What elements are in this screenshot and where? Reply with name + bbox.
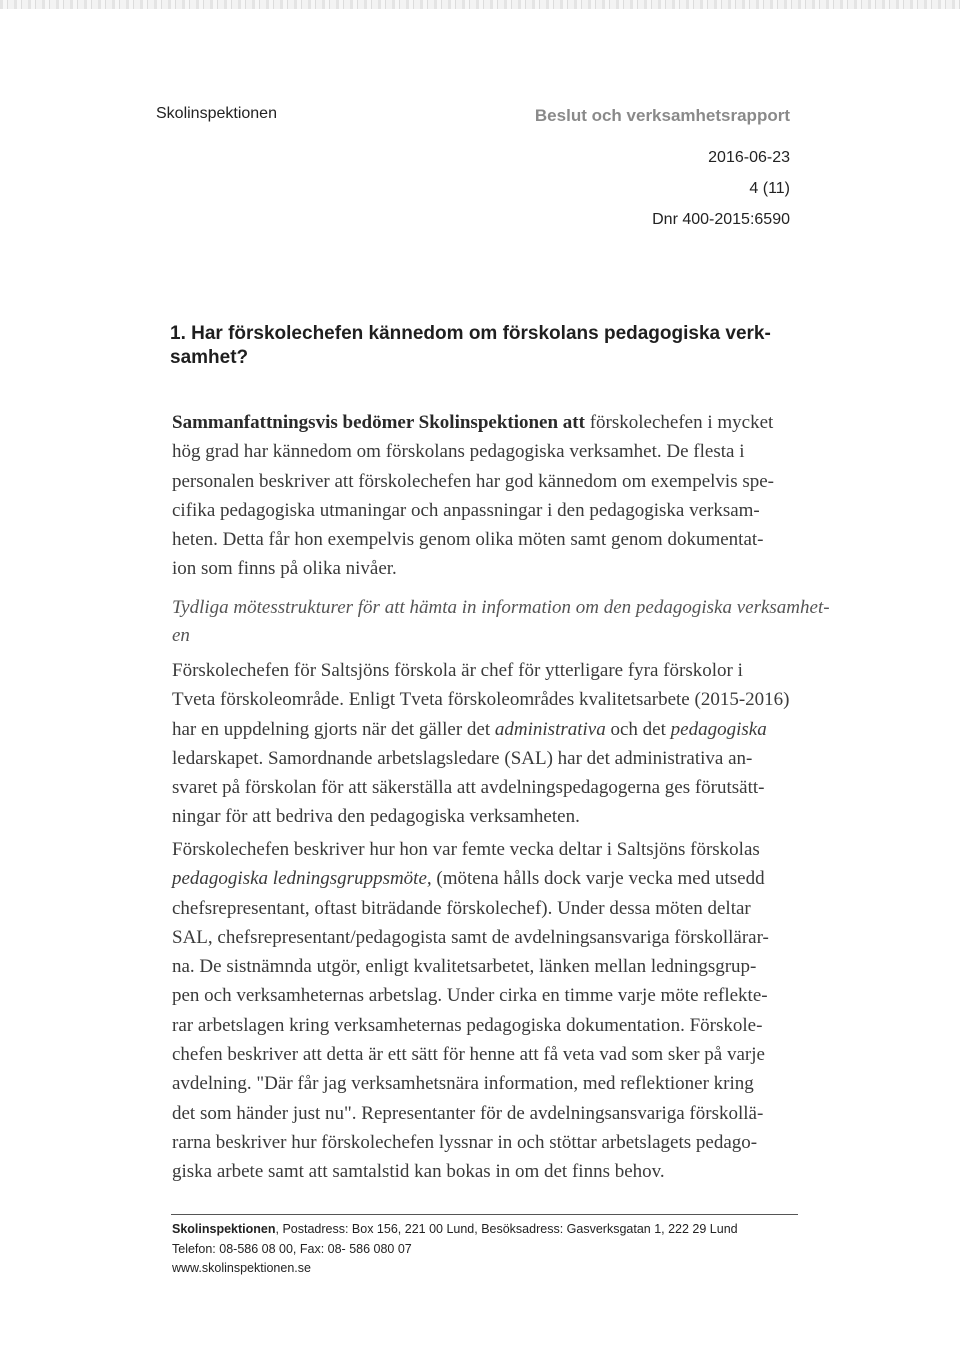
- summary-bold-lead: Sammanfattningsvis bedömer Skolinspektionen att: [172, 412, 585, 433]
- paragraph-line: [172, 715, 800, 744]
- summary-line: ion som finns på olika nivåer.: [172, 558, 397, 580]
- footer-divider: [171, 1214, 798, 1215]
- summary-line: [172, 408, 800, 437]
- footer-address-line: [172, 1220, 812, 1240]
- subheading: [172, 594, 830, 650]
- header-document-type: Beslut och verksamhetsrapport: [534, 106, 790, 125]
- summary-line: personalen beskriver att förskolechefen har god kännedom om exempelvis spe-: [172, 470, 774, 492]
- paragraph-line: ledarskapet. Samordnande arbetslagsledare (SAL) har det administrativa an-: [172, 747, 753, 769]
- paragraph-line: rar arbetslagen kring verksamheternas pedagogiska dokumentation. Förskole-: [172, 1014, 763, 1036]
- scan-edge-artifact: [0, 0, 960, 9]
- header-page-number: 4 (11): [749, 180, 790, 197]
- summary-line: heten. Detta får hon exempelvis genom olika möten samt genom dokumentat-: [172, 529, 764, 551]
- footer-phone: Telefon: 08-586 08 00, Fax: 08- 586 080 07: [172, 1241, 412, 1256]
- section-heading: [170, 322, 810, 370]
- section-heading-line: 1. Har förskolechefen kännedom om förskolans pedagogiska verk-: [170, 323, 771, 344]
- italic-term-pedagogiska: pedagogiska: [670, 718, 767, 740]
- paragraph-meetings: [172, 835, 800, 1187]
- paragraph-line: svaret på förskolan för att säkerställa att avdelningspedagogerna ges förutsätt-: [172, 777, 765, 799]
- paragraph-line: giska arbete samt att samtalstid kan bokas in om det finns behov.: [172, 1161, 665, 1183]
- paragraph-line: avdelning. "Där får jag verksamhetsnära information, med reflektioner kring: [172, 1073, 754, 1095]
- paragraph-text: (mötena hålls dock varje vecka med utsedd: [431, 868, 765, 890]
- header-dnr: Dnr 400-2015:6590: [652, 211, 790, 228]
- summary-line: cifika pedagogiska utmaningar och anpassningar i den pedagogiska verksam-: [172, 499, 760, 521]
- paragraph-line: rarna beskriver hur förskolechefen lyssnar in och stöttar arbetslagets pedago-: [172, 1131, 758, 1153]
- footer-address: , Postadress: Box 156, 221 00 Lund, Besöksadress: Gasverksgatan 1, 222 29 Lund: [275, 1222, 738, 1236]
- footer-organization: Skolinspektionen: [172, 1222, 276, 1236]
- paragraph-line: SAL, chefsrepresentant/pedagogista samt de avdelningsansvariga förskollärar-: [172, 926, 769, 948]
- section-heading-line: samhet?: [170, 347, 249, 368]
- paragraph-line: na. De sistnämnda utgör, enligt kvalitetsarbetet, länken mellan ledningsgrup-: [172, 956, 757, 978]
- paragraph-line: ningar för att bedriva den pedagogiska verksamheten.: [172, 806, 580, 828]
- summary-line-rest: förskolechefen i mycket: [584, 412, 774, 433]
- subheading-line: en: [172, 625, 190, 646]
- paragraph-line: chefen beskriver att detta är ett sätt för henne att få veta vad som sker på varje: [172, 1044, 765, 1066]
- paragraph-line: pen och verksamheternas arbetslag. Under cirka en timme varje möte reflekte-: [172, 985, 768, 1007]
- paragraph-line: det som händer just nu". Representanter för de avdelningsansvariga förskollä-: [172, 1102, 764, 1124]
- footer: [172, 1220, 812, 1279]
- paragraph-text: och det: [605, 718, 671, 740]
- italic-term-administrativa: administrativa: [494, 718, 606, 740]
- header-organization: Skolinspektionen: [156, 105, 277, 122]
- footer-website-link[interactable]: www.skolinspektionen.se: [172, 1261, 311, 1275]
- summary-paragraph: [172, 408, 800, 584]
- paragraph-line: Förskolechefen för Saltsjöns förskola är chef för ytterligare fyra förskolor i: [172, 660, 743, 681]
- paragraph-line: Tveta förskoleområde. Enligt Tveta förskoleområdes kvalitetsarbete (2015-2016): [172, 689, 790, 711]
- paragraph-line: chefsrepresentant, oftast biträdande förskolechef). Under dessa möten deltar: [172, 897, 751, 919]
- summary-line: hög grad har kännedom om förskolans pedagogiska verksamhet. De flesta i: [172, 441, 745, 463]
- paragraph-text: har en uppdelning gjorts när det gäller det: [172, 718, 495, 740]
- header-date: 2016-06-23: [708, 149, 790, 166]
- paragraph-leadership: [172, 656, 800, 832]
- subheading-line: Tydliga mötesstrukturer för att hämta in information om den pedagogiska verksamhet-: [172, 597, 830, 618]
- paragraph-line: Förskolechefen beskriver hur hon var femte vecka deltar i Saltsjöns förskolas: [172, 839, 760, 860]
- paragraph-line: [172, 864, 800, 893]
- italic-term-ledningsgruppsmote: pedagogiska ledningsgruppsmöte,: [172, 868, 432, 890]
